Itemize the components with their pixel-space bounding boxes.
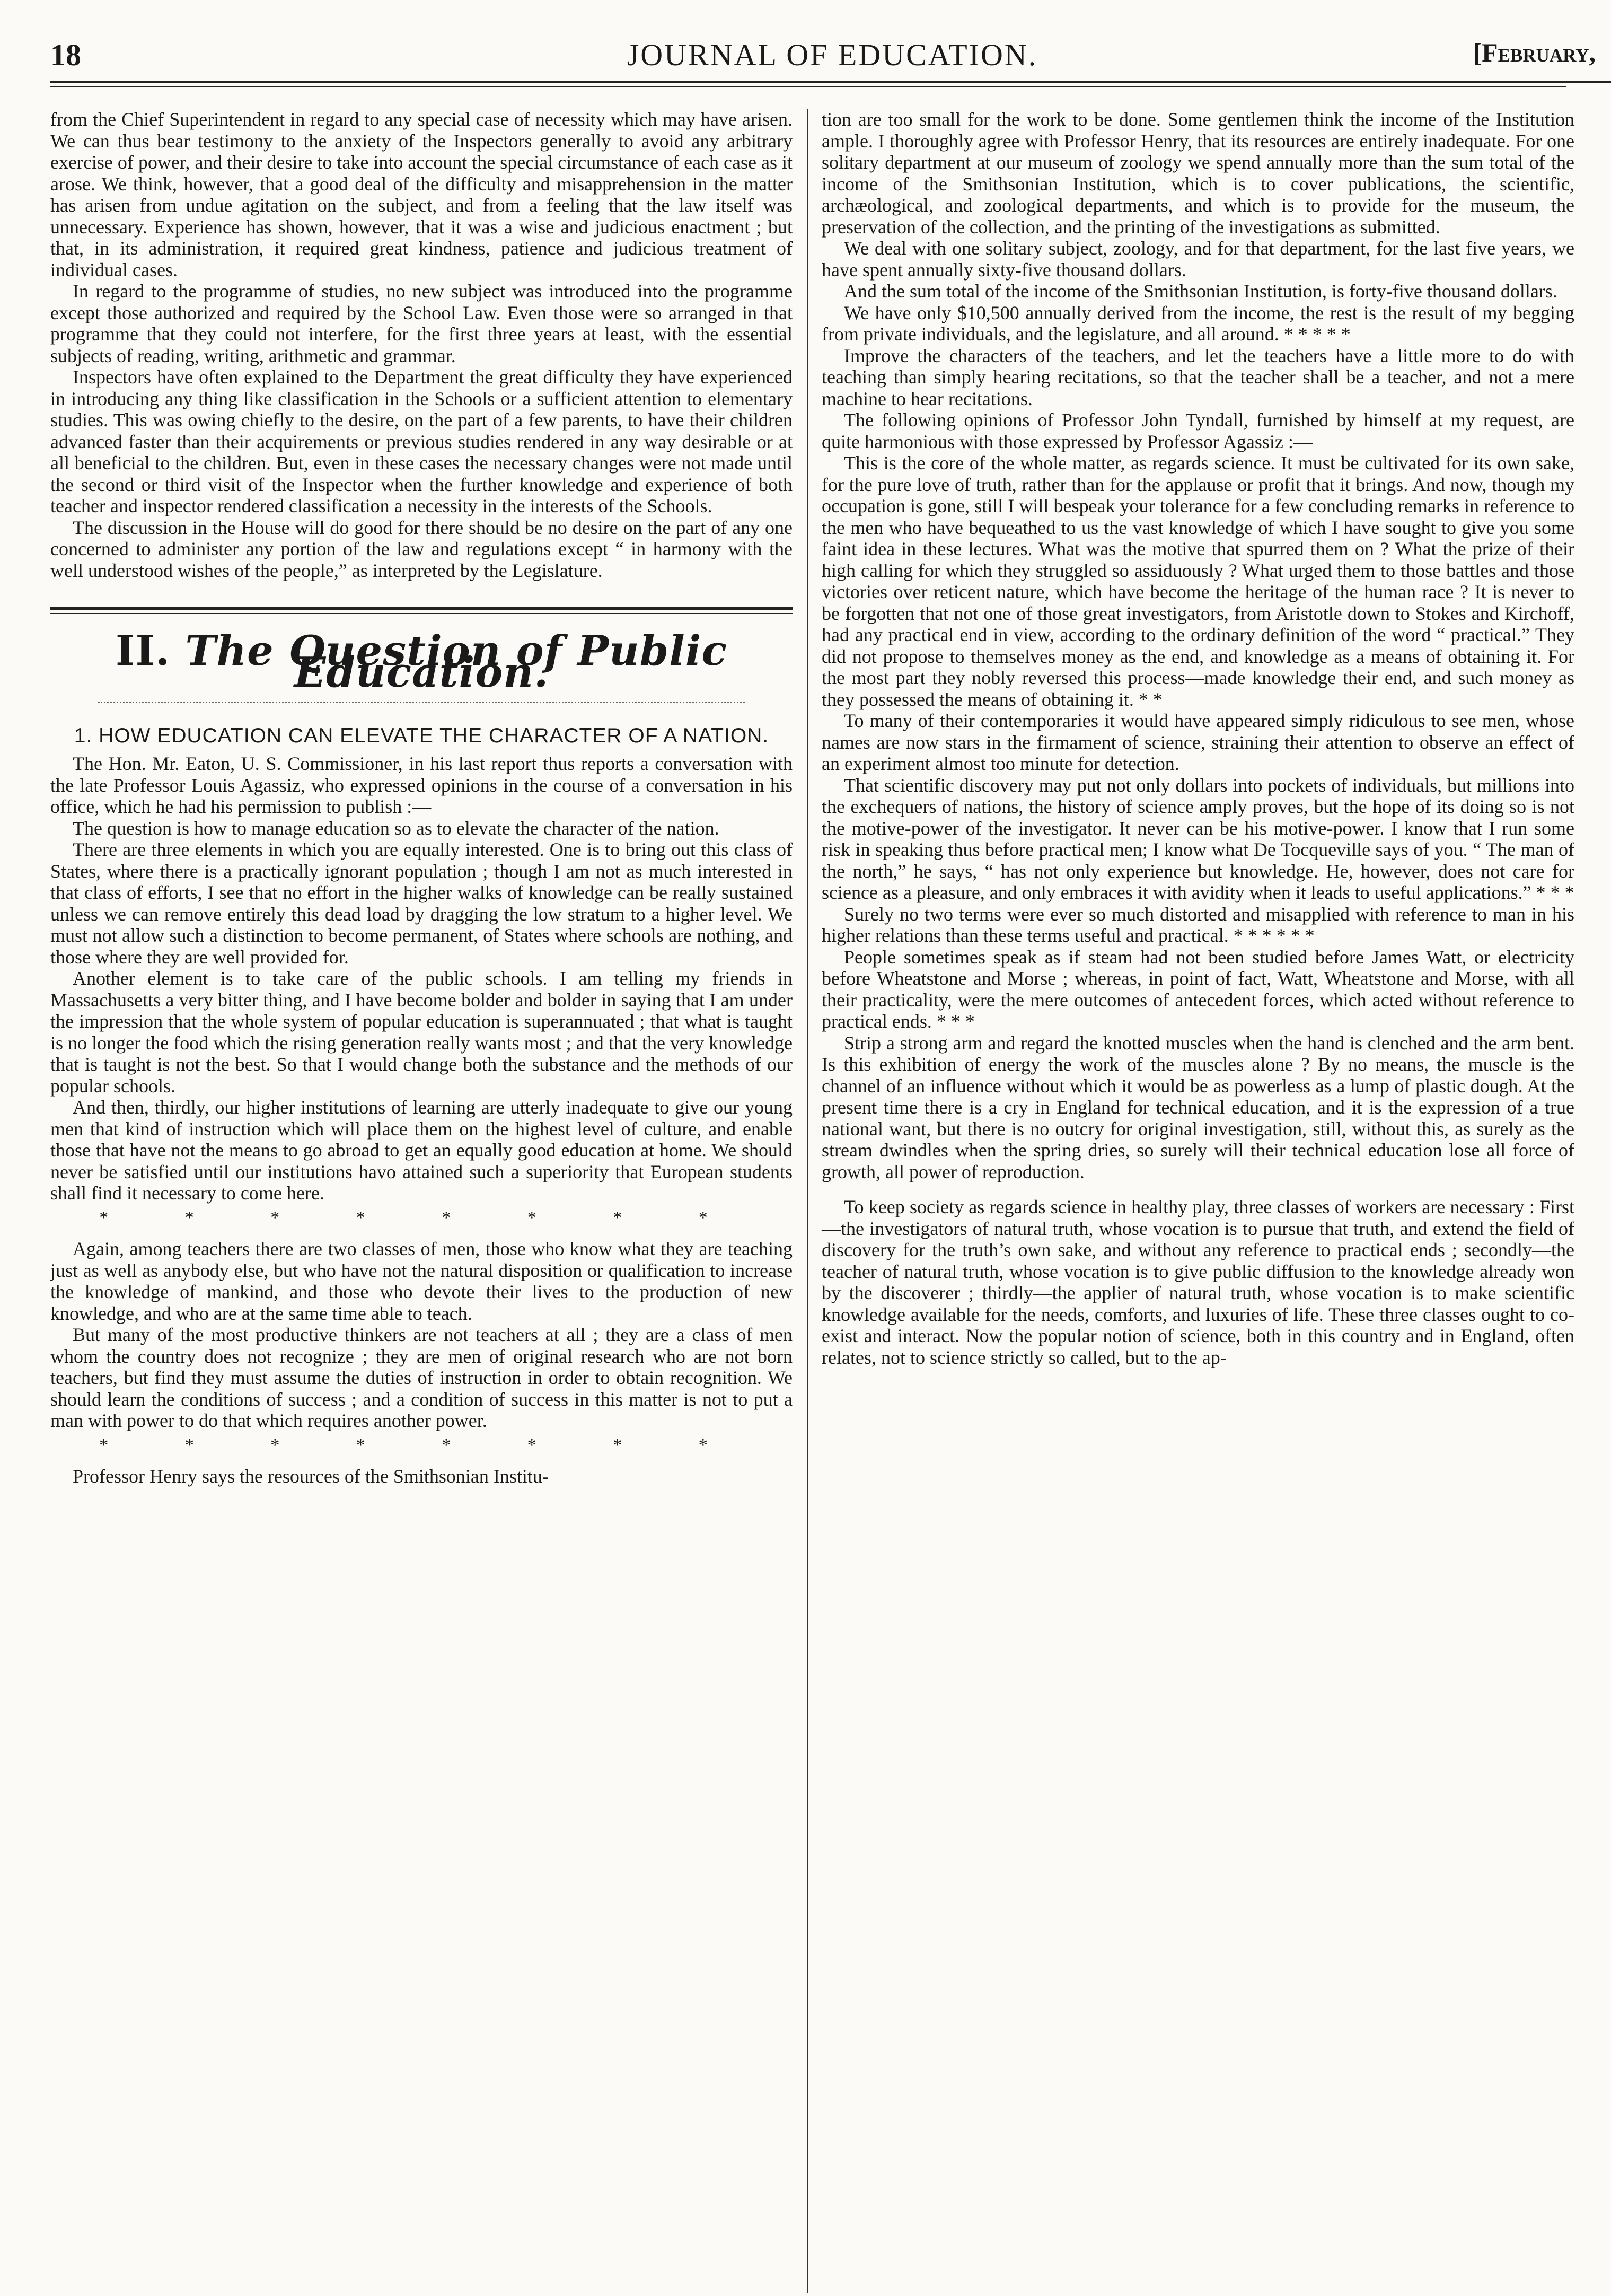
paragraph: This is the core of the whole matter, as regards science. It must be cultivated for its own sake, for the pure love of truth, rather than for the applause or profit that it brings. And now, though my occupation is gone, still I will bespeak your tolerance for a few concluding remarks in reference to the men who have bequeathed to us the vast knowledge of which I have sought to give you some faint idea in these lectures. What was the motive that spurred them on ? What the prize of their high calling for which they struggled so assiduously ? What urged them to those battles and those victories over reticent nature, which have become the heritage of the human race ? It is never to be forgotten that not one of those great investigators, from Aristotle down to Stokes and Kirchoff, had any practical end in view, according to the ordinary definition of the word “ practical.” They did not propose to themselves money as the end, and knowledge as a means of obtaining it. For the most part they nobly reversed this process—made knowledge their end, and such money as they possessed the means of obtaining it. * *: [822, 452, 1574, 710]
paragraph: To many of their contemporaries it would have appeared simply ridiculous to see men, whose names are now stars in the firmament of science, straining their attention to observe an effect of an experiment almost too minute for detection.: [822, 710, 1574, 774]
paragraph: That scientific discovery may put not only dollars into pockets of individuals, but millions into the exchequers of nations, the history of science amply proves, but the hope of its doing so is not the motive-power of the investigator. It never can be his motive-power. I know that I run some risk in speaking thus before practical men; I know what De Tocqueville says of you. “ The man of the north,” he says, “ has not only experience but knowledge. He, however, does not care for science as a pleasure, and only embraces it with avidity when it leads to useful applications.” * * *: [822, 774, 1574, 903]
issue-month: [February,: [1473, 38, 1596, 67]
article-subheading: 1. HOW EDUCATION CAN ELEVATE THE CHARACTER OF A NATION.: [74, 724, 769, 747]
paragraph: tion are too small for the work to be done. Some gentlemen think the income of the Institution ample. I thoroughly agree with Professor Henry, that its resources are entirely inadequate. For one solitary department at our museum of zoology we spend annually more than the sum total of the income of the Smithsonian Institution, which is to cover publications, the scientific, archæological, and zoological departments, and which is to provide for the museum, the preservation of the collection, and the printing of the investigations as submitted.: [822, 109, 1574, 238]
paragraph: Professor Henry says the resources of the Smithsonian Institu-: [73, 1466, 549, 1487]
paragraph: Strip a strong arm and regard the knotted muscles when the hand is clenched and the arm bent. Is this exhibition of energy the work of the muscles alone ? By no means, the muscle is the channel of an influence without which it would be as powerless as a lump of plastic dough. At the present time there is a cry in England for technical education, and it is the expression of a true national want, but there is no outcry for original investigation, still, without this, as surely as the stream dwindles when the spring dries, so surely will their technical education lose all force of growth, all power of reproduction.: [822, 1032, 1574, 1182]
paragraph: And then, thirdly, our higher institutions of learning are utterly inadequate to give our young men that kind of instruction which will place them on the highest level of culture, and enable those that have not the means to go abroad to get an equally good education at home. We should never be satisfied until our institutions havo attained such a superiority that European students shall find it necessary to come here.: [50, 1097, 793, 1204]
paragraph: Inspectors have often explained to the Department the great difficulty they have experienced in introducing any thing like classification in the Schools or a sufficient attention to elementary studies. This was owing chiefly to the desire, on the part of a few parents, to have their children advanced faster than their acquirements or previous studies rendered in any way desirable or at all beneficial to the children. But, even in these cases the necessary changes were not made until the second or third visit of the Inspector when the further knowledge and experience of both teacher and inspector rendered classification a necessity in the interests of the Schools.: [50, 366, 793, 516]
section-heading: [50, 627, 793, 697]
paragraph: Another element is to take care of the public schools. I am telling my friends in Massachusetts a very bitter thing, and I have become bolder and bolder in saying that I am under the impression that the whole system of popular education is superannuated ; that what is taught is no longer the food which the rising generation really wants most ; and that the very knowledge that is taught is not the best. So that I would change both the substance and the methods of our popular schools.: [50, 968, 793, 1097]
paragraph: In regard to the programme of studies, no new subject was introduced into the programme except those authorized and required by the School Law. Even those were so arranged in that programme that they could not interfere, for the first three years at least, with the essential subjects of reading, writing, arithmetic and grammar.: [50, 281, 793, 366]
paragraph: And the sum total of the income of the Smithsonian Institution, is forty-five thousand dollars.: [844, 281, 1557, 302]
paragraph: But many of the most productive thinkers are not teachers at all ; they are a class of men whom the country does not recognize ; they are men of original research who are not born teachers, but find they must assume the duties of instruction in order to obtain recognition. We should learn the conditions of success ; and a condition of success in this matter is not to put a man with power to do that which requires another power.: [50, 1324, 793, 1431]
ellipsis-stars: * * * * * * * *: [99, 1207, 744, 1228]
right-column: [822, 109, 1574, 1368]
ellipsis-stars: * * * * * * * *: [99, 1435, 744, 1455]
section-rule: [50, 607, 793, 614]
section-numeral: II.: [116, 627, 171, 675]
paragraph-gap: [822, 1182, 1574, 1196]
header-rule: [50, 86, 1566, 87]
page-number: 18: [50, 38, 81, 72]
left-column: [50, 109, 793, 1487]
section-title: The Question of Public Education.: [185, 627, 727, 697]
paragraph: The discussion in the House will do good for there should be no desire on the part of any one concerned to administer any portion of the law and regulations except “ in harmony with the well understood wishes of the people,” as interpreted by the Legislature.: [50, 516, 793, 581]
paragraph: Surely no two terms were ever so much distorted and misapplied with reference to man in his higher relations than these terms useful and practical. * * * * * *: [822, 903, 1574, 946]
paragraph: The question is how to manage education so as to elevate the character of the nation.: [73, 817, 719, 839]
paragraph: from the Chief Superintendent in regard to any special case of necessity which may have arisen. We can thus bear testimony to the anxiety of the Inspectors generally to avoid any arbitrary exercise of power, and their desire to take into account the special circumstance of each case as it arose. We think, however, that a good deal of the difficulty and misapprehension in the matter has arisen from undue agitation on the subject, and from a feeling that the law itself was unnecessary. Experience has shown, however, that it was a wise and judicious enactment ; but that, in its administration, it required great kindness, patience and judicious treatment of individual cases.: [50, 109, 793, 281]
paragraph: People sometimes speak as if steam had not been studied before James Watt, or electricity before Wheatstone and Morse ; whereas, in point of fact, Watt, Wheatstone and Morse, with all their practicality, were the mere outcomes of antecedent forces, which acted without reference to practical ends. * * *: [822, 946, 1574, 1032]
paragraph: There are three elements in which you are equally interested. One is to bring out this class of States, where there is a practically ignorant population ; though I am not as much interested in that class of efforts, I see that no effort in the higher walks of knowledge can be really sustained unless we can remove entirely this dead load by dragging the low stratum to a higher level. We must not allow such a distinction to become permanent, of States where schools are nothing, and those where they are well provided for.: [50, 839, 793, 968]
column-divider: [807, 109, 808, 2293]
journal-page: [50, 37, 1611, 1487]
paragraph: The Hon. Mr. Eaton, U. S. Commissioner, in his last report thus reports a conversation with the late Professor Louis Agassiz, who expressed opinions in the course of a conversation in his office, which he had his permission to publish :—: [50, 753, 793, 817]
paragraph: Improve the characters of the teachers, and let the teachers have a little more to do with teaching than simply hearing recitations, so that the teacher shall be a teacher, and not a mere machine to hear recitations.: [822, 345, 1574, 409]
paragraph: Again, among teachers there are two classes of men, those who know what they are teaching just as well as anybody else, but who have not the natural disposition or qualification to increase the knowledge of mankind, and those who devote their lives to the production of new knowledge, and who are at the same time able to teach.: [50, 1238, 793, 1324]
journal-title: JOURNAL OF EDUCATION.: [627, 38, 1038, 72]
page-header: [50, 37, 1611, 83]
paragraph: To keep society as regards science in healthy play, three classes of workers are necessary : First—the investigators of natural truth, whose vocation is to pursue that truth, and extend the field of discovery for the truth’s own sake, and without any reference to practical ends ; secondly—the teacher of natural truth, whose vocation is to give public diffusion to the knowledge already won by the discoverer ; thirdly—the applier of natural truth, whose vocation is to make scientific knowledge available for the needs, comforts, and luxuries of life. These three classes ought to co-exist and interact. Now the popular notion of science, both in this country and in England, often relates, not to science strictly so called, but to the ap-: [822, 1196, 1574, 1368]
paragraph: The following opinions of Professor John Tyndall, furnished by himself at my request, are quite harmonious with those expressed by Professor Agassiz :—: [822, 409, 1574, 452]
paragraph: We deal with one solitary subject, zoology, and for that department, for the last five years, we have spent annually sixty-five thousand dollars.: [822, 238, 1574, 281]
paragraph: We have only $10,500 annually derived from the income, the rest is the result of my begging from private individuals, and the legislature, and all around. * * * * *: [822, 302, 1574, 345]
